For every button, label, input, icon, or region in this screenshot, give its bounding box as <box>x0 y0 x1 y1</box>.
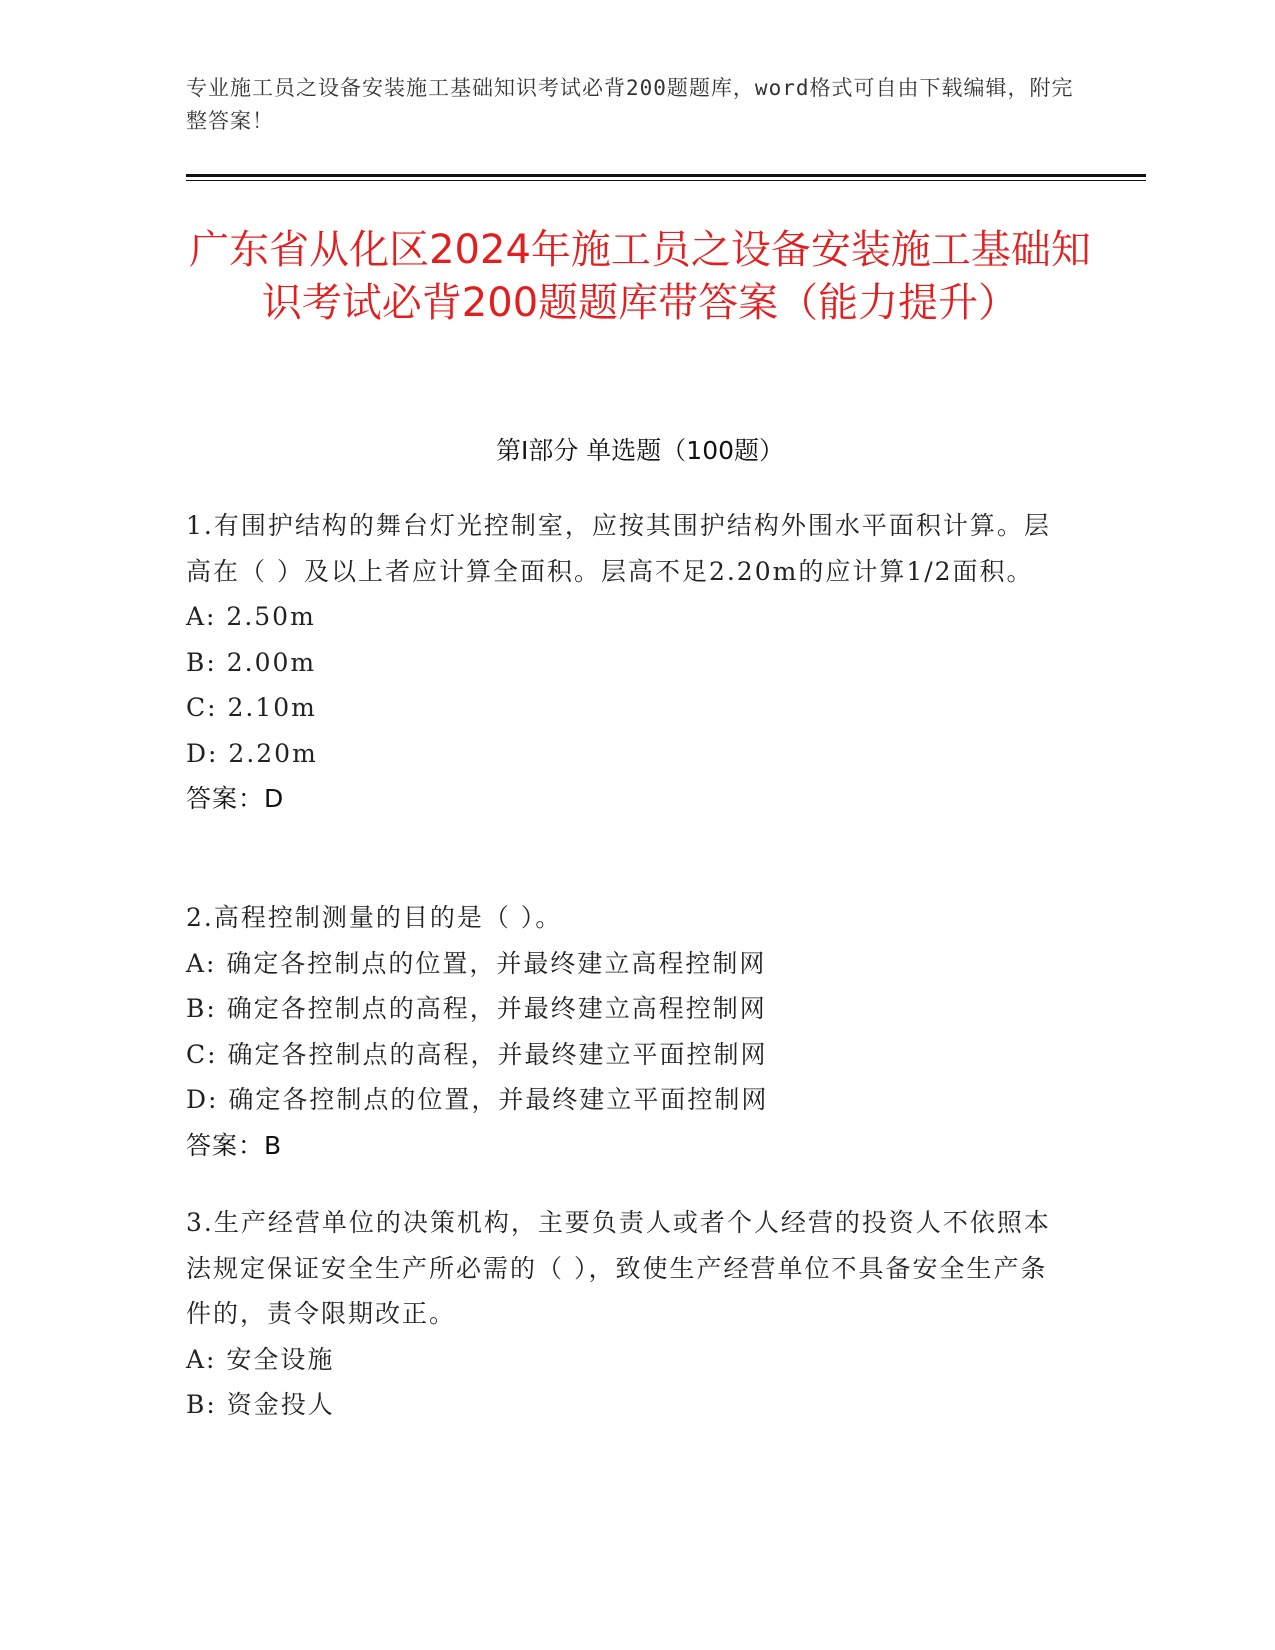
section-heading: 第Ⅰ部分 单选题（100题） <box>495 436 785 465</box>
option-a: A: 确定各控制点的位置，并最终建立高程控制网 <box>186 948 767 978</box>
question-text: 3.生产经营单位的决策机构，主要负责人或者个人经营的投资人不依照本法规定保证安全生产所必需的（ ），致使生产经营单位不具备安全生产条件的，责令限期改正。 <box>186 1208 1051 1328</box>
question-text: 1.有围护结构的舞台灯光控制室，应按其围护结构外围水平面积计算。层高在（ ）及以上者应计算全面积。层高不足2.20m的应计算1/2面积。 <box>186 511 1051 586</box>
header-rule-thin <box>186 180 1146 181</box>
option-b: B: 确定各控制点的高程，并最终建立高程控制网 <box>186 994 767 1023</box>
option-a: A: 2.50m <box>186 602 316 631</box>
document-title: 广东省从化区2024年施工员之设备安装施工基础知识考试必背200题题库带答案（能力提升） <box>189 227 1091 326</box>
header-note: 专业施工员之设备安装施工基础知识考试必背200题题库，word格式可自由下载编辑，附完整答案！ <box>186 76 1074 133</box>
option-b: B: 2.00m <box>186 647 317 677</box>
option-d: D: 确定各控制点的位置，并最终建立平面控制网 <box>186 1085 769 1114</box>
question-1 <box>186 503 1066 822</box>
question-text: 2.高程控制测量的目的是（ ）。 <box>186 903 563 932</box>
option-a: A: 安全设施 <box>186 1344 335 1374</box>
option-b: B: 资金投人 <box>186 1390 335 1419</box>
option-d: D: 2.20m <box>186 738 318 768</box>
answer: 答案：B <box>186 1130 283 1160</box>
answer: 答案：D <box>186 784 285 813</box>
question-2 <box>186 895 1066 1168</box>
option-c: C: 2.10m <box>186 693 317 722</box>
header-rule-thick <box>186 174 1146 177</box>
option-c: C: 确定各控制点的高程，并最终建立平面控制网 <box>186 1039 768 1069</box>
question-3 <box>186 1200 1066 1428</box>
